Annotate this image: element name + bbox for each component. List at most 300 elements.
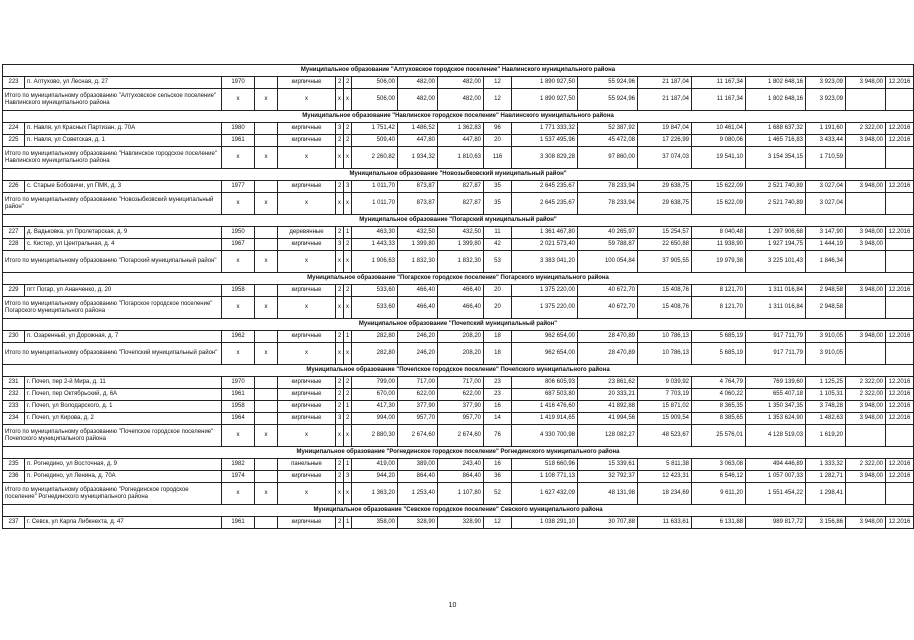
table-cell: 799,00 [352, 377, 398, 389]
table-cell: 2 [336, 135, 344, 147]
table-cell: 670,00 [352, 389, 398, 401]
table-cell: 3 948,00 [846, 239, 886, 251]
subtotal-cell: 1 311 016,84 [746, 297, 806, 319]
subtotal-cell: х [278, 297, 336, 319]
table-cell: 2 [336, 77, 344, 89]
row-number: 227 [3, 227, 25, 239]
table-cell: кирпичные [278, 135, 336, 147]
section-title: Муниципальное образование "Почепское городское поселение" Почепского муниципального района [3, 365, 914, 377]
table-cell: 1 419 914,65 [512, 413, 578, 425]
subtotal-cell: 19 541,10 [692, 147, 746, 169]
table-cell: 2 [344, 389, 352, 401]
section-title: Муниципальное образование "Навлинское городское поселение" Навлинского муниципального района [3, 111, 914, 123]
subtotal-cell: х [336, 343, 344, 365]
table-cell: 8 121,70 [692, 285, 746, 297]
subtotal-cell [886, 193, 914, 215]
table-cell: 655 407,18 [746, 389, 806, 401]
subtotal-cell: 208,20 [438, 343, 484, 365]
address-cell: г. Почеп, пер Октябрьский, д. 6А [25, 389, 222, 401]
table-cell: кирпичные [278, 181, 336, 193]
subtotal-cell: 1 832,30 [438, 251, 484, 273]
table-cell: 2 [344, 413, 352, 425]
table-cell: 15 871,02 [638, 401, 692, 413]
address-cell: с. Старые Бобовичи, ул ПМК, д. 3 [25, 181, 222, 193]
subtotal-cell: 37 905,55 [638, 251, 692, 273]
table-cell: 2 [336, 181, 344, 193]
table-cell: 1 333,32 [806, 459, 846, 471]
subtotal-cell: 48 131,98 [578, 483, 638, 505]
subtotal-cell [846, 147, 886, 169]
table-cell: 12.2016 [886, 181, 914, 193]
subtotal-cell: х [344, 251, 352, 273]
subtotal-cell [846, 89, 886, 111]
table-cell: 20 [484, 285, 512, 297]
table-cell: 1 [344, 227, 352, 239]
table-cell: 59 788,87 [578, 239, 638, 251]
subtotal-cell: 78 233,94 [578, 193, 638, 215]
subtotal-cell: х [278, 343, 336, 365]
table-cell: 2 [344, 123, 352, 135]
subtotal-cell [846, 343, 886, 365]
table-cell: 12.2016 [886, 285, 914, 297]
table-cell: 6 546,12 [692, 471, 746, 483]
section-header-row [3, 447, 914, 459]
table-cell: 12 [484, 77, 512, 89]
table-cell: 864,40 [438, 471, 484, 483]
table-cell: 23 [484, 389, 512, 401]
subtotal-cell: 1 832,30 [398, 251, 438, 273]
table-cell [255, 471, 278, 483]
table-cell: 533,60 [352, 285, 398, 297]
table-cell: 15 909,54 [638, 413, 692, 425]
subtotal-cell: 482,00 [438, 89, 484, 111]
subtotal-cell: х [278, 483, 336, 505]
table-cell: 2 948,58 [806, 285, 846, 297]
table-cell: 11 633,61 [638, 517, 692, 529]
table-cell: 827,87 [438, 181, 484, 193]
subtotal-cell: 19 979,38 [692, 251, 746, 273]
subtotal-cell: х [336, 425, 344, 447]
subtotal-cell [886, 483, 914, 505]
subtotal-cell: 506,00 [352, 89, 398, 111]
table-cell: 14 [484, 413, 512, 425]
section-title: Муниципальное образование "Погарский муниципальный район" [3, 215, 914, 227]
address-cell: п. Навля, ул Советская, д. 1 [25, 135, 222, 147]
table-cell: 1977 [222, 181, 255, 193]
table-cell: 4 764,79 [692, 377, 746, 389]
table-cell: 2 322,00 [846, 377, 886, 389]
subtotal-cell: 55 924,96 [578, 89, 638, 111]
address-cell: п. Рогнедино, ул Ленина, д. 70А [25, 471, 222, 483]
row-number: 225 [3, 135, 25, 147]
document-sheet [2, 64, 911, 529]
table-cell: 1 191,60 [806, 123, 846, 135]
table-row [3, 459, 914, 471]
table-cell: 1958 [222, 285, 255, 297]
subtotal-label: Итого по муниципальному образованию "Навлинское городское поселение" Навлинского муниципального района [3, 147, 222, 169]
section-title: Муниципальное образование "Новозыбковский муниципальный район" [3, 169, 914, 181]
page-number: 10 [448, 602, 457, 609]
table-cell: 8 365,35 [692, 401, 746, 413]
table-cell: 1974 [222, 471, 255, 483]
subtotal-cell: 1 619,20 [806, 425, 846, 447]
subtotal-row [3, 343, 914, 365]
table-cell [255, 389, 278, 401]
table-cell: 494 446,89 [746, 459, 806, 471]
subtotal-cell: 2 948,58 [806, 297, 846, 319]
table-cell: 3 948,00 [846, 331, 886, 343]
table-cell: 2 [336, 331, 344, 343]
subtotal-cell: 1 890 927,50 [512, 89, 578, 111]
table-cell: 447,80 [438, 135, 484, 147]
table-row [3, 181, 914, 193]
table-cell: 864,40 [398, 471, 438, 483]
subtotal-cell: х [336, 193, 344, 215]
subtotal-cell: х [344, 147, 352, 169]
subtotal-cell: 28 470,89 [578, 343, 638, 365]
table-cell: 1 537 495,96 [512, 135, 578, 147]
table-cell: кирпичные [278, 471, 336, 483]
table-row [3, 377, 914, 389]
table-cell: 12.2016 [886, 331, 914, 343]
table-cell: 55 924,96 [578, 77, 638, 89]
table-cell: 2 [336, 389, 344, 401]
subtotal-cell: х [222, 297, 255, 319]
table-cell: 15 254,57 [638, 227, 692, 239]
table-cell: 917 711,79 [746, 331, 806, 343]
address-cell: г. Почеп, пер 2-й Мира, д. 11 [25, 377, 222, 389]
table-cell: 15 622,09 [692, 181, 746, 193]
table-cell: 3 433,44 [806, 135, 846, 147]
subtotal-cell: 9 611,20 [692, 483, 746, 505]
subtotal-cell: х [255, 193, 278, 215]
table-cell: кирпичные [278, 377, 336, 389]
subtotal-cell: 52 [484, 483, 512, 505]
table-cell: кирпичные [278, 239, 336, 251]
subtotal-row [3, 193, 914, 215]
subtotal-cell: х [255, 425, 278, 447]
subtotal-cell: 25 576,01 [692, 425, 746, 447]
address-cell: с. Кистер, ул Центральная, д. 4 [25, 239, 222, 251]
table-cell: 1 105,31 [806, 389, 846, 401]
table-cell: 994,00 [352, 413, 398, 425]
subtotal-cell: 2 674,60 [438, 425, 484, 447]
table-cell: 506,00 [352, 77, 398, 89]
subtotal-cell: 1 298,41 [806, 483, 846, 505]
table-row [3, 413, 914, 425]
subtotal-cell: 37 074,03 [638, 147, 692, 169]
table-cell: 2 [344, 377, 352, 389]
subtotal-cell: х [255, 89, 278, 111]
table-cell: 5 811,38 [638, 459, 692, 471]
row-number: 226 [3, 181, 25, 193]
table-body [3, 65, 914, 529]
table-cell: 432,50 [438, 227, 484, 239]
table-cell: 2 [336, 401, 344, 413]
subtotal-cell [886, 343, 914, 365]
subtotal-cell: 1 363,20 [352, 483, 398, 505]
subtotal-cell: х [222, 483, 255, 505]
table-cell: 1 [344, 459, 352, 471]
table-cell: 11 167,34 [692, 77, 746, 89]
address-cell: г. Почеп, ул Кирова, д. 2 [25, 413, 222, 425]
table-cell: кирпичные [278, 413, 336, 425]
table-cell: 1 486,52 [398, 123, 438, 135]
table-cell: 9 039,92 [638, 377, 692, 389]
table-cell: 622,00 [398, 389, 438, 401]
table-cell: 806 605,93 [512, 377, 578, 389]
table-cell: 42 [484, 239, 512, 251]
table-cell: 1970 [222, 77, 255, 89]
table-cell: 12 423,31 [638, 471, 692, 483]
section-header-row [3, 169, 914, 181]
subtotal-cell: 3 910,05 [806, 343, 846, 365]
table-cell: 35 [484, 181, 512, 193]
subtotal-cell: 1 107,80 [438, 483, 484, 505]
table-cell: 243,40 [438, 459, 484, 471]
table-cell: 3 [344, 181, 352, 193]
table-cell: 6 131,88 [692, 517, 746, 529]
table-cell: 78 233,94 [578, 181, 638, 193]
section-title: Муниципальное образование "Погарское городское поселение" Погарского муниципального района [3, 273, 914, 285]
table-cell: 2 521 740,89 [746, 181, 806, 193]
table-cell: 2 [344, 77, 352, 89]
table-cell: 1 125,25 [806, 377, 846, 389]
table-cell: 12.2016 [886, 389, 914, 401]
table-cell: 1 057 007,33 [746, 471, 806, 483]
table-cell: 12.2016 [886, 227, 914, 239]
table-cell: 962 654,00 [512, 331, 578, 343]
subtotal-cell: 1 627 432,09 [512, 483, 578, 505]
subtotal-cell: 40 672,70 [578, 297, 638, 319]
table-cell: 4 060,22 [692, 389, 746, 401]
row-number: 223 [3, 77, 25, 89]
subtotal-cell: х [336, 483, 344, 505]
subtotal-cell: 533,60 [352, 297, 398, 319]
table-cell: 3 [336, 239, 344, 251]
table-cell: 717,00 [438, 377, 484, 389]
subtotal-cell: х [255, 251, 278, 273]
table-cell [255, 459, 278, 471]
table-cell: 15 339,61 [578, 459, 638, 471]
subtotal-cell: 100 054,84 [578, 251, 638, 273]
subtotal-cell: 53 [484, 251, 512, 273]
table-cell: 944,20 [352, 471, 398, 483]
subtotal-row [3, 425, 914, 447]
subtotal-label: Итого по муниципальному образованию "Погарский муниципальный район" [3, 251, 222, 273]
table-row [3, 123, 914, 135]
table-row [3, 135, 914, 147]
table-cell: 23 861,62 [578, 377, 638, 389]
subtotal-cell: х [255, 343, 278, 365]
section-title: Муниципальное образование "Рогнединское городское поселение" Рогнединского муниципального района [3, 447, 914, 459]
table-cell: 1 399,80 [398, 239, 438, 251]
subtotal-label: Итого по муниципальному образованию "Рогнединское городское поселение" Рогнединского муниципального района [3, 483, 222, 505]
table-cell: 717,00 [398, 377, 438, 389]
subtotal-cell: 3 225 101,43 [746, 251, 806, 273]
table-cell [255, 331, 278, 343]
subtotal-cell: 3 923,09 [806, 89, 846, 111]
table-cell: 1962 [222, 331, 255, 343]
table-cell: 1 751,42 [352, 123, 398, 135]
row-number: 232 [3, 389, 25, 401]
table-cell: 208,20 [438, 331, 484, 343]
table-cell: 12.2016 [886, 413, 914, 425]
table-cell: 1 038 291,10 [512, 517, 578, 529]
address-cell: д. Вадьковка, ул Пролетарская, д. 9 [25, 227, 222, 239]
subtotal-cell: 48 523,67 [638, 425, 692, 447]
table-cell: 52 387,92 [578, 123, 638, 135]
table-cell: 432,50 [398, 227, 438, 239]
table-row [3, 285, 914, 297]
subtotal-cell: х [344, 297, 352, 319]
table-cell: 2 [336, 459, 344, 471]
subtotal-cell: х [255, 297, 278, 319]
table-cell: 509,40 [352, 135, 398, 147]
table-cell: 1961 [222, 517, 255, 529]
table-cell: 16 [484, 401, 512, 413]
subtotal-cell: 4 128 519,03 [746, 425, 806, 447]
table-cell: 3 063,08 [692, 459, 746, 471]
subtotal-cell: х [278, 89, 336, 111]
table-cell: 1 362,83 [438, 123, 484, 135]
table-cell: 1 108 771,13 [512, 471, 578, 483]
table-cell: 1 297 906,68 [746, 227, 806, 239]
row-number: 231 [3, 377, 25, 389]
table-cell: 957,70 [438, 413, 484, 425]
subtotal-cell: 1 375 220,00 [512, 297, 578, 319]
table-cell: 2 [336, 471, 344, 483]
table-cell: кирпичные [278, 285, 336, 297]
table-cell: 1 [344, 331, 352, 343]
section-header-row [3, 365, 914, 377]
table-cell: 1 771 333,32 [512, 123, 578, 135]
table-cell: 3 948,00 [846, 517, 886, 529]
address-cell: п. Рогнедино, ул Восточная, д. 9 [25, 459, 222, 471]
table-cell: 10 461,04 [692, 123, 746, 135]
table-cell [255, 239, 278, 251]
table-cell: 3 948,00 [846, 77, 886, 89]
table-cell: 2 322,00 [846, 123, 886, 135]
subtotal-label: Итого по муниципальному образованию "Почепский муниципальный район" [3, 343, 222, 365]
housing-table [2, 64, 914, 529]
table-cell: 1982 [222, 459, 255, 471]
table-cell [255, 401, 278, 413]
subtotal-row [3, 297, 914, 319]
table-cell: 2 [344, 135, 352, 147]
table-cell: 10 786,13 [638, 331, 692, 343]
table-cell: 1980 [222, 123, 255, 135]
table-cell: 3 948,00 [846, 401, 886, 413]
table-cell: 8 040,48 [692, 227, 746, 239]
table-cell: кирпичные [278, 389, 336, 401]
subtotal-cell: 962 654,00 [512, 343, 578, 365]
subtotal-cell: 2 645 235,67 [512, 193, 578, 215]
table-cell: 3 948,00 [846, 135, 886, 147]
table-cell: 1967 [222, 239, 255, 251]
subtotal-cell [846, 483, 886, 505]
table-cell: 96 [484, 123, 512, 135]
table-cell: 11 [484, 227, 512, 239]
address-cell: п. Алтухово, ул Лесная, д. 27 [25, 77, 222, 89]
table-cell: 1 [344, 401, 352, 413]
subtotal-cell: 1 906,63 [352, 251, 398, 273]
row-number: 237 [3, 517, 25, 529]
table-cell: 1 375 220,00 [512, 285, 578, 297]
subtotal-cell: 1 253,40 [398, 483, 438, 505]
subtotal-cell: х [278, 251, 336, 273]
table-cell: 1 688 637,32 [746, 123, 806, 135]
table-cell: 2 [336, 517, 344, 529]
table-cell: деревянные [278, 227, 336, 239]
table-cell [255, 413, 278, 425]
table-cell: 1 802 648,16 [746, 77, 806, 89]
table-cell: 328,90 [438, 517, 484, 529]
section-title: Муниципальное образование "Алтуховское городское поселение" Навлинского муниципального района [3, 65, 914, 77]
table-cell: 1 444,19 [806, 239, 846, 251]
subtotal-cell: 35 [484, 193, 512, 215]
table-cell: 16 [484, 459, 512, 471]
subtotal-cell: 18 [484, 343, 512, 365]
table-cell: 3 948,00 [846, 227, 886, 239]
subtotal-cell: 466,40 [438, 297, 484, 319]
table-cell: 19 847,04 [638, 123, 692, 135]
table-cell: 417,30 [352, 401, 398, 413]
table-cell: 41 994,56 [578, 413, 638, 425]
table-cell: 12.2016 [886, 471, 914, 483]
subtotal-cell: х [278, 425, 336, 447]
row-number: 229 [3, 285, 25, 297]
table-cell: 518 660,96 [512, 459, 578, 471]
table-cell: 377,90 [398, 401, 438, 413]
subtotal-cell: 20 [484, 297, 512, 319]
subtotal-cell: 3 383 041,20 [512, 251, 578, 273]
table-cell: 3 147,90 [806, 227, 846, 239]
table-cell: кирпичные [278, 401, 336, 413]
table-cell: 687 503,80 [512, 389, 578, 401]
table-cell: 246,20 [398, 331, 438, 343]
subtotal-row [3, 251, 914, 273]
table-cell: 447,80 [398, 135, 438, 147]
table-cell: 11 938,90 [692, 239, 746, 251]
subtotal-cell: х [278, 147, 336, 169]
table-row [3, 331, 914, 343]
table-cell: 2 [336, 227, 344, 239]
table-cell: 1 011,70 [352, 181, 398, 193]
subtotal-cell: 2 521 740,89 [746, 193, 806, 215]
subtotal-cell: х [222, 343, 255, 365]
subtotal-cell: х [344, 343, 352, 365]
table-cell: 3 948,00 [846, 285, 886, 297]
table-row [3, 227, 914, 239]
table-cell: 40 265,97 [578, 227, 638, 239]
table-cell: 2 645 235,67 [512, 181, 578, 193]
subtotal-cell [846, 297, 886, 319]
subtotal-cell: 1 011,70 [352, 193, 398, 215]
subtotal-row [3, 89, 914, 111]
table-cell: 23 [484, 377, 512, 389]
table-cell: 622,00 [438, 389, 484, 401]
subtotal-cell: 11 167,34 [692, 89, 746, 111]
table-cell: 1 311 016,84 [746, 285, 806, 297]
subtotal-cell: 1 710,59 [806, 147, 846, 169]
table-cell: 2 322,00 [846, 459, 886, 471]
table-cell: 2 [344, 239, 352, 251]
table-cell [255, 181, 278, 193]
table-cell: 3 748,28 [806, 401, 846, 413]
table-row [3, 389, 914, 401]
address-cell: п. Навля, ул Красных Партизан, д. 70А [25, 123, 222, 135]
